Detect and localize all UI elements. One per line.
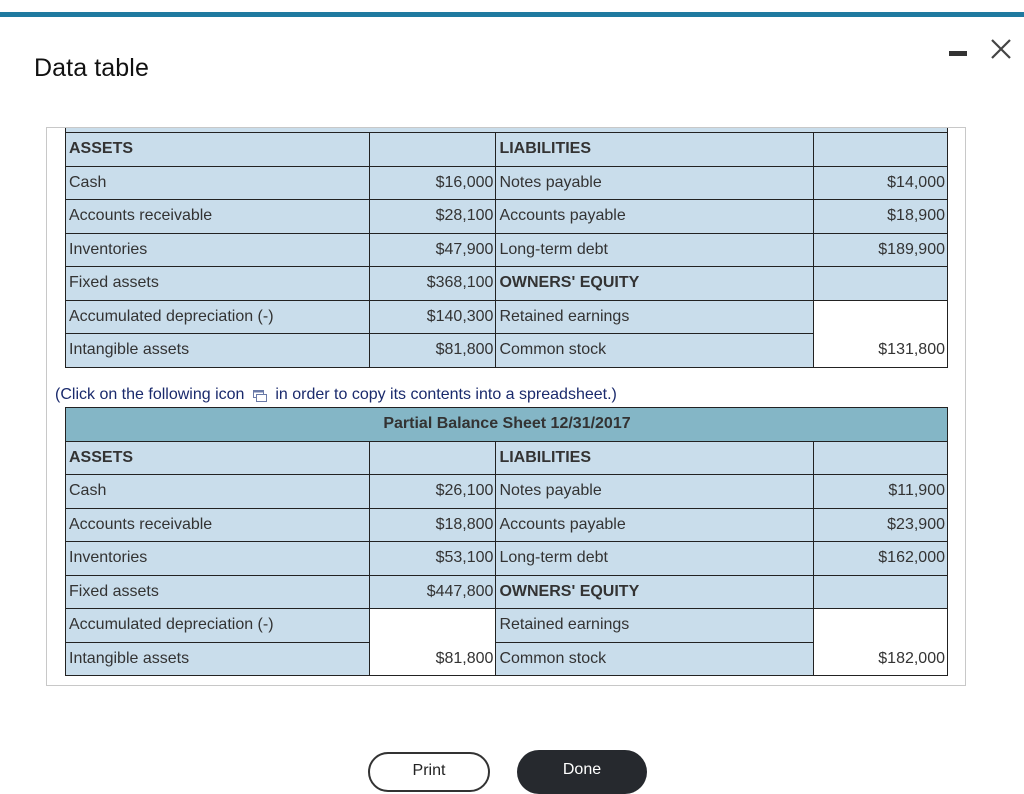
asset-label: Accounts receivable <box>66 200 370 234</box>
table-row <box>66 166 948 200</box>
asset-value: $81,800 <box>370 642 496 676</box>
top-accent-bar <box>0 12 1024 17</box>
table-row <box>66 642 948 676</box>
asset-label: Intangible assets <box>66 642 370 676</box>
asset-value: $28,100 <box>370 200 496 234</box>
liability-label: Notes payable <box>496 475 813 509</box>
data-table-panel <box>46 127 966 686</box>
asset-label: Accounts receivable <box>66 508 370 542</box>
copy-instruction-after: in order to copy its contents into a spreadsheet.) <box>275 386 617 403</box>
liability-value <box>813 300 947 334</box>
asset-value: $447,800 <box>370 575 496 609</box>
asset-label: Inventories <box>66 233 370 267</box>
assets-header: ASSETS <box>66 133 370 167</box>
asset-value: $53,100 <box>370 542 496 576</box>
liability-label: Common stock <box>496 334 813 368</box>
close-button[interactable] <box>988 36 1014 62</box>
table-row <box>66 508 948 542</box>
liability-label: Accounts payable <box>496 200 813 234</box>
asset-label: Cash <box>66 166 370 200</box>
copy-instruction <box>55 386 617 404</box>
table-row <box>66 542 948 576</box>
balance-sheet-table-1 <box>65 132 948 368</box>
empty-cell <box>813 441 948 475</box>
table-title: Partial Balance Sheet 12/31/2017 <box>66 408 948 442</box>
table-row <box>66 300 948 334</box>
minimize-icon <box>949 51 967 56</box>
asset-value: $140,300 <box>370 300 496 334</box>
asset-label: Inventories <box>66 542 370 576</box>
liability-value: $18,900 <box>813 200 947 234</box>
print-button[interactable]: Print <box>368 752 490 792</box>
table-row <box>66 609 948 643</box>
asset-value: $47,900 <box>370 233 496 267</box>
asset-value: $26,100 <box>370 475 496 509</box>
liability-label: Common stock <box>496 642 813 676</box>
empty-cell <box>813 133 947 167</box>
liability-value <box>813 267 947 301</box>
empty-cell <box>370 133 496 167</box>
liability-value <box>813 575 948 609</box>
header-row <box>66 441 948 475</box>
liability-label: Retained earnings <box>496 609 813 643</box>
liability-label: Long-term debt <box>496 542 813 576</box>
header-row <box>66 133 948 167</box>
empty-cell <box>370 441 496 475</box>
minimize-button[interactable] <box>949 46 967 64</box>
copy-instruction-before: (Click on the following icon <box>55 386 245 403</box>
liability-label: Retained earnings <box>496 300 813 334</box>
liabilities-header: LIABILITIES <box>496 133 813 167</box>
asset-value: $81,800 <box>370 334 496 368</box>
asset-label: Fixed assets <box>66 267 370 301</box>
liability-value: $23,900 <box>813 508 948 542</box>
liability-label: Long-term debt <box>496 233 813 267</box>
asset-label: Accumulated depreciation (-) <box>66 300 370 334</box>
asset-value <box>370 609 496 643</box>
copy-to-spreadsheet-icon[interactable] <box>253 389 267 401</box>
asset-label: Cash <box>66 475 370 509</box>
dialog-title: Data table <box>34 54 149 82</box>
assets-header: ASSETS <box>66 441 370 475</box>
asset-label: Fixed assets <box>66 575 370 609</box>
table-title-row <box>66 408 948 442</box>
liability-value: $162,000 <box>813 542 948 576</box>
asset-value: $18,800 <box>370 508 496 542</box>
liability-label: Notes payable <box>496 166 813 200</box>
table-row <box>66 334 948 368</box>
liability-value: $189,900 <box>813 233 947 267</box>
done-button[interactable]: Done <box>517 750 647 794</box>
balance-sheet-table-2 <box>65 407 948 676</box>
liability-value <box>813 609 948 643</box>
liability-value: $182,000 <box>813 642 948 676</box>
liability-value: $14,000 <box>813 166 947 200</box>
window-controls <box>946 36 1016 66</box>
table-row <box>66 233 948 267</box>
liability-value: $131,800 <box>813 334 947 368</box>
spreadsheet-icon <box>253 390 267 402</box>
table-row <box>66 267 948 301</box>
liability-value: $11,900 <box>813 475 948 509</box>
close-icon <box>988 36 1014 62</box>
owners-equity-header: OWNERS' EQUITY <box>496 267 813 301</box>
table-row <box>66 200 948 234</box>
asset-value: $16,000 <box>370 166 496 200</box>
asset-label: Intangible assets <box>66 334 370 368</box>
asset-value: $368,100 <box>370 267 496 301</box>
liabilities-header: LIABILITIES <box>496 441 813 475</box>
table-row <box>66 475 948 509</box>
table-row <box>66 575 948 609</box>
owners-equity-header: OWNERS' EQUITY <box>496 575 813 609</box>
liability-label: Accounts payable <box>496 508 813 542</box>
asset-label: Accumulated depreciation (-) <box>66 609 370 643</box>
